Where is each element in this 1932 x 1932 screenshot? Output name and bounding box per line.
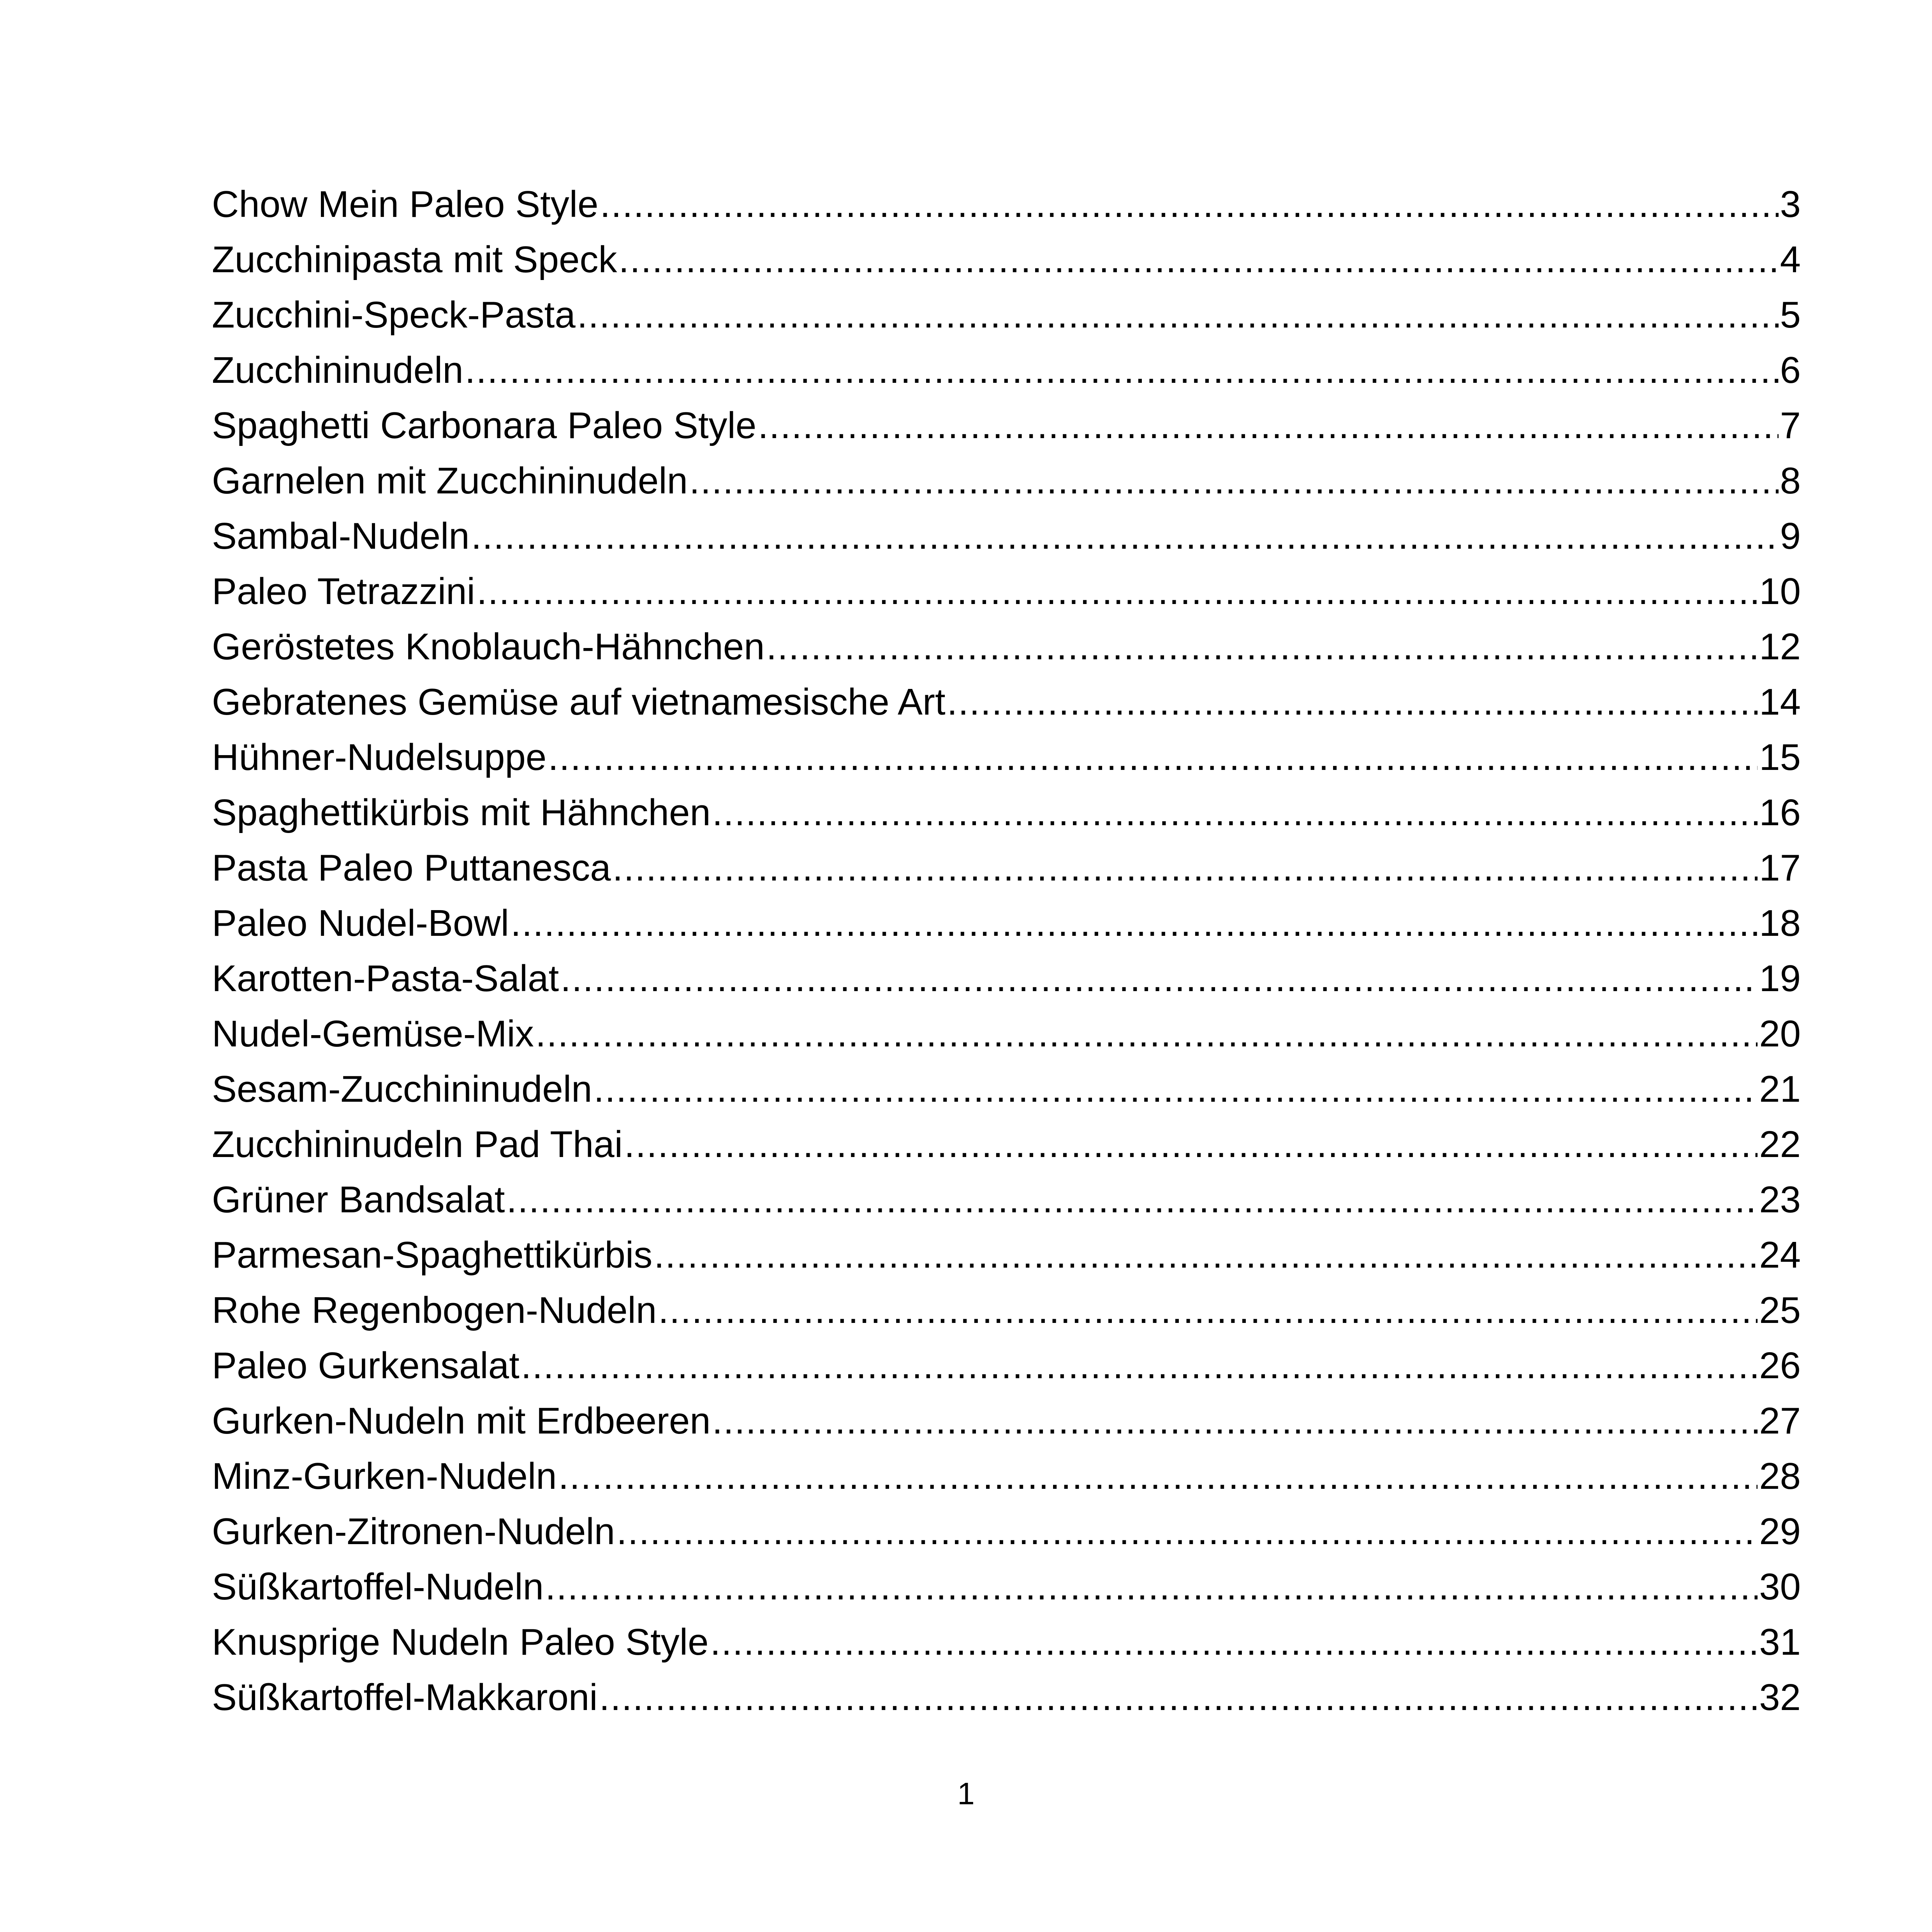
toc-entry-title: Minz-Gurken-Nudeln: [212, 1455, 557, 1497]
toc-dot-leader: [465, 343, 1779, 398]
toc-entry-title: Rohe Regenbogen-Nudeln: [212, 1289, 657, 1331]
toc-entry-page: 3: [1780, 183, 1801, 225]
toc-entry-title: Süßkartoffel-Nudeln: [212, 1566, 544, 1608]
toc-entry-title: Süßkartoffel-Makkaroni: [212, 1677, 598, 1718]
toc-entry-page: 6: [1780, 349, 1801, 391]
toc-entry-page: 9: [1780, 515, 1801, 557]
toc-dot-leader: [654, 1228, 1758, 1283]
toc-entry-title: Nudel-Gemüse-Mix: [212, 1013, 534, 1055]
toc-entry[interactable]: [212, 1228, 1801, 1283]
toc-entry[interactable]: [212, 1006, 1801, 1062]
toc-entry-title: Chow Mein Paleo Style: [212, 183, 599, 225]
toc-entry-title: Gurken-Zitronen-Nudeln: [212, 1511, 615, 1552]
toc-entry[interactable]: [212, 343, 1801, 398]
toc-entry-title: Paleo Nudel-Bowl: [212, 902, 509, 944]
toc-dot-leader: [613, 840, 1758, 896]
toc-dot-leader: [600, 177, 1778, 232]
toc-entry[interactable]: [212, 619, 1801, 675]
toc-entry[interactable]: [212, 840, 1801, 896]
toc-dot-leader: [758, 398, 1778, 453]
toc-dot-leader: [947, 675, 1758, 730]
toc-entry-title: Hühner-Nudelsuppe: [212, 736, 547, 778]
toc-entry-title: Pasta Paleo Puttanesca: [212, 847, 611, 889]
toc-entry[interactable]: [212, 287, 1801, 343]
toc-entry[interactable]: [212, 177, 1801, 232]
toc-entry-page: 24: [1759, 1234, 1801, 1276]
toc-entry-page: 12: [1759, 626, 1801, 667]
toc-dot-leader: [558, 1449, 1758, 1504]
toc-entry-title: Karotten-Pasta-Salat: [212, 958, 559, 999]
toc-entry-page: 4: [1780, 239, 1801, 280]
toc-dot-leader: [766, 619, 1758, 675]
toc-dot-leader: [560, 951, 1758, 1006]
toc-entry-title: Zucchininudeln: [212, 349, 463, 391]
toc-entry[interactable]: [212, 564, 1801, 619]
toc-entry-page: 21: [1759, 1068, 1801, 1110]
toc-entry-page: 29: [1759, 1511, 1801, 1552]
toc-entry-title: Grüner Bandsalat: [212, 1179, 505, 1220]
toc-entry[interactable]: [212, 675, 1801, 730]
toc-entry-title: Gurken-Nudeln mit Erdbeeren: [212, 1400, 711, 1442]
toc-entry[interactable]: [212, 1117, 1801, 1172]
table-of-contents: [212, 177, 1801, 1725]
toc-entry-page: 28: [1759, 1455, 1801, 1497]
toc-entry-page: 16: [1759, 792, 1801, 833]
toc-dot-leader: [594, 1062, 1758, 1117]
toc-entry-title: Zucchininudeln Pad Thai: [212, 1124, 623, 1165]
toc-entry[interactable]: [212, 951, 1801, 1006]
toc-entry[interactable]: [212, 1504, 1801, 1559]
toc-entry[interactable]: [212, 1338, 1801, 1393]
toc-entry[interactable]: [212, 1559, 1801, 1615]
toc-entry[interactable]: [212, 1172, 1801, 1228]
toc-dot-leader: [616, 1504, 1758, 1559]
toc-entry-title: Zucchini-Speck-Pasta: [212, 294, 576, 336]
toc-entry-page: 30: [1759, 1566, 1801, 1608]
toc-entry-title: Spaghettikürbis mit Hähnchen: [212, 792, 711, 833]
toc-entry-page: 31: [1759, 1621, 1801, 1663]
toc-dot-leader: [477, 564, 1758, 619]
toc-dot-leader: [689, 453, 1779, 509]
toc-dot-leader: [710, 1615, 1758, 1670]
toc-entry-page: 5: [1780, 294, 1801, 336]
toc-dot-leader: [471, 509, 1779, 564]
toc-entry-title: Paleo Gurkensalat: [212, 1345, 520, 1386]
toc-entry-title: Spaghetti Carbonara Paleo Style: [212, 405, 757, 446]
toc-dot-leader: [658, 1283, 1758, 1338]
toc-entry[interactable]: [212, 453, 1801, 509]
toc-entry[interactable]: [212, 1615, 1801, 1670]
toc-entry[interactable]: [212, 232, 1801, 287]
page-number: 1: [957, 1776, 975, 1811]
toc-entry-title: Gebratenes Gemüse auf vietnamesische Art: [212, 681, 946, 723]
toc-entry-page: 26: [1759, 1345, 1801, 1386]
toc-entry-title: Zucchinipasta mit Speck: [212, 239, 617, 280]
toc-entry[interactable]: [212, 1449, 1801, 1504]
toc-entry-page: 17: [1759, 847, 1801, 889]
toc-entry-page: 10: [1759, 571, 1801, 612]
toc-entry-page: 25: [1759, 1289, 1801, 1331]
toc-dot-leader: [535, 1006, 1758, 1062]
toc-entry-page: 7: [1780, 405, 1801, 446]
toc-entry[interactable]: [212, 785, 1801, 840]
toc-entry-page: 18: [1759, 902, 1801, 944]
toc-entry-page: 27: [1759, 1400, 1801, 1442]
toc-entry[interactable]: [212, 730, 1801, 785]
toc-entry-page: 14: [1759, 681, 1801, 723]
toc-dot-leader: [712, 1393, 1758, 1449]
toc-entry-page: 15: [1759, 736, 1801, 778]
toc-entry[interactable]: [212, 1393, 1801, 1449]
toc-dot-leader: [577, 287, 1779, 343]
toc-entry-title: Sambal-Nudeln: [212, 515, 470, 557]
toc-dot-leader: [521, 1338, 1758, 1393]
toc-dot-leader: [618, 232, 1778, 287]
toc-entry-page: 8: [1780, 460, 1801, 502]
toc-entry[interactable]: [212, 509, 1801, 564]
toc-entry[interactable]: [212, 1283, 1801, 1338]
toc-dot-leader: [548, 730, 1758, 785]
toc-entry[interactable]: [212, 896, 1801, 951]
toc-dot-leader: [624, 1117, 1758, 1172]
toc-dot-leader: [545, 1559, 1758, 1615]
toc-entry-title: Geröstetes Knoblauch-Hähnchen: [212, 626, 765, 667]
toc-dot-leader: [506, 1172, 1758, 1228]
toc-entry-title: Garnelen mit Zucchininudeln: [212, 460, 688, 502]
toc-entry-page: 22: [1759, 1124, 1801, 1165]
toc-entry-title: Parmesan-Spaghettikürbis: [212, 1234, 653, 1276]
toc-dot-leader: [599, 1670, 1758, 1725]
toc-entry[interactable]: [212, 1062, 1801, 1117]
toc-entry-page: 23: [1759, 1179, 1801, 1220]
toc-entry-title: Sesam-Zucchininudeln: [212, 1068, 592, 1110]
toc-entry-page: 20: [1759, 1013, 1801, 1055]
toc-dot-leader: [712, 785, 1758, 840]
toc-entry-title: Knusprige Nudeln Paleo Style: [212, 1621, 709, 1663]
toc-entry-page: 19: [1759, 958, 1801, 999]
toc-entry[interactable]: [212, 398, 1801, 453]
toc-entry[interactable]: [212, 1670, 1801, 1725]
toc-dot-leader: [511, 896, 1758, 951]
toc-entry-title: Paleo Tetrazzini: [212, 571, 475, 612]
toc-entry-page: 32: [1759, 1677, 1801, 1718]
